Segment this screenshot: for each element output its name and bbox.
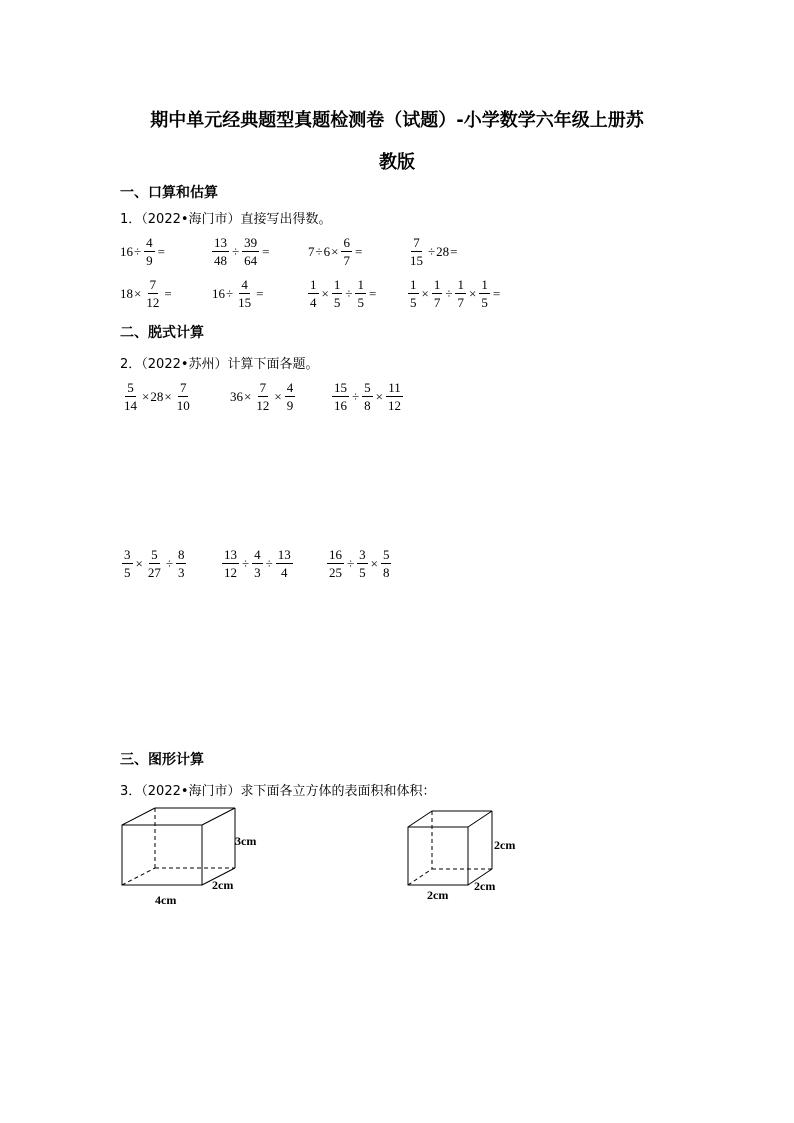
fraction <box>176 548 187 579</box>
integer: 28 <box>150 388 164 404</box>
fraction <box>144 236 155 267</box>
denominator: 5 <box>357 295 364 310</box>
numerator: 5 <box>151 547 158 562</box>
denominator: 7 <box>433 295 441 310</box>
fraction <box>362 381 373 412</box>
numerator: 39 <box>244 235 258 250</box>
numerator: 13 <box>214 235 227 250</box>
denominator: 9 <box>286 398 294 413</box>
integer: 16 <box>212 285 225 301</box>
denominator: 4 <box>310 295 317 310</box>
fraction <box>122 548 133 579</box>
q1-expr-4 <box>406 236 458 267</box>
operator: × <box>375 388 383 404</box>
cuboid-edge <box>122 808 155 825</box>
fraction <box>381 548 392 579</box>
fraction <box>479 278 490 309</box>
q1-expr-7 <box>306 278 377 309</box>
numerator: 1 <box>457 277 464 292</box>
integer: 16 <box>120 243 133 259</box>
q1-expr-1 <box>120 236 166 267</box>
fraction <box>386 381 403 412</box>
q1-expr-5 <box>120 278 173 309</box>
question-3: 3．（2022•海门市）求下面各立方体的表面积和体积： <box>120 784 436 799</box>
cube-length-label: 2cm <box>427 888 449 902</box>
numerator: 3 <box>359 547 366 562</box>
q2-expr-4 <box>120 548 188 579</box>
numerator: 11 <box>388 380 401 395</box>
page-title: 期中单元经典题型真题检测卷（试题）-小学数学六年级上册苏 <box>150 110 644 131</box>
denominator: 15 <box>238 295 252 310</box>
denominator: 12 <box>146 295 160 310</box>
fraction <box>285 381 296 412</box>
denominator: 4 <box>281 565 288 580</box>
operator: × <box>135 555 143 571</box>
denominator: 3 <box>177 565 185 580</box>
integer: 36 <box>230 388 243 404</box>
fraction <box>144 278 161 309</box>
fraction <box>332 278 343 309</box>
denominator: 10 <box>176 398 190 413</box>
equals-sign: = <box>492 285 501 301</box>
operator: × <box>468 285 477 301</box>
operator: × <box>331 243 339 259</box>
fraction <box>236 278 253 309</box>
fraction <box>222 548 239 579</box>
numerator: 1 <box>357 277 364 292</box>
q2-expr-6 <box>325 548 393 579</box>
operator: × <box>370 555 378 571</box>
question-2: 2．（2022•苏州）计算下面各题。 <box>120 357 319 372</box>
cube-depth-label: 2cm <box>474 879 496 893</box>
fraction <box>408 278 419 309</box>
q2-expr-5 <box>220 548 295 579</box>
fraction <box>175 381 192 412</box>
cube-edge <box>408 811 432 827</box>
numerator: 4 <box>146 235 153 250</box>
operator: × <box>244 388 252 404</box>
operator: × <box>421 285 429 301</box>
denominator: 12 <box>387 398 401 413</box>
denominator: 5 <box>124 565 131 580</box>
numerator: 6 <box>343 235 350 250</box>
section-heading-1: 一、口算和估算 <box>120 185 218 201</box>
cuboid-length-label: 4cm <box>155 893 177 907</box>
numerator: 7 <box>179 380 187 395</box>
section-heading-3: 三、图形计算 <box>120 752 204 768</box>
numerator: 15 <box>334 380 347 395</box>
denominator: 12 <box>256 398 270 413</box>
numerator: 16 <box>329 547 342 562</box>
operator: × <box>134 285 142 301</box>
cube-front-face <box>408 827 468 885</box>
operator: ÷ <box>165 555 173 571</box>
fraction <box>146 548 163 579</box>
denominator: 15 <box>410 253 423 268</box>
operator: ÷ <box>315 243 323 259</box>
cuboid-depth-label: 2cm <box>212 878 234 892</box>
operator: ÷ <box>265 555 273 571</box>
equals-sign: = <box>157 243 165 259</box>
denominator: 7 <box>457 295 464 310</box>
equals-sign: = <box>262 243 270 259</box>
denominator: 14 <box>124 398 137 413</box>
integer: 28 <box>436 243 450 259</box>
q1-expr-6 <box>212 278 264 309</box>
operator: ÷ <box>242 555 250 571</box>
fraction <box>357 548 368 579</box>
operator: ÷ <box>226 285 234 301</box>
fraction <box>252 548 263 579</box>
operator: ÷ <box>445 285 453 301</box>
denominator: 9 <box>146 253 153 268</box>
numerator: 1 <box>481 277 488 292</box>
q2-expr-1 <box>120 381 194 412</box>
numerator: 4 <box>241 277 248 292</box>
fraction <box>122 381 139 412</box>
operator: × <box>274 388 282 404</box>
numerator: 1 <box>310 277 317 292</box>
cube-edge <box>468 811 492 827</box>
denominator: 27 <box>147 565 161 580</box>
numerator: 4 <box>254 547 261 562</box>
section-heading-2: 二、脱式计算 <box>120 325 204 341</box>
denominator: 8 <box>364 398 371 413</box>
fraction <box>276 548 293 579</box>
denominator: 5 <box>333 295 341 310</box>
numerator: 1 <box>433 277 441 292</box>
integer: 7 <box>308 243 315 259</box>
integer: 6 <box>323 243 331 259</box>
cuboid-front-face <box>122 825 202 885</box>
numerator: 4 <box>286 380 294 395</box>
operator: × <box>321 285 329 301</box>
denominator: 12 <box>224 565 237 580</box>
cuboid-figure <box>110 805 280 910</box>
numerator: 1 <box>333 277 341 292</box>
denominator: 5 <box>359 565 366 580</box>
denominator: 16 <box>334 398 347 413</box>
denominator: 48 <box>214 253 227 268</box>
equals-sign: = <box>256 285 264 301</box>
numerator: 5 <box>127 380 134 395</box>
denominator: 25 <box>329 565 342 580</box>
fraction <box>254 381 271 412</box>
q2-expr-3 <box>330 381 405 412</box>
denominator: 5 <box>410 295 417 310</box>
denominator: 64 <box>244 253 258 268</box>
numerator: 3 <box>124 547 131 562</box>
operator: × <box>142 388 150 404</box>
operator: ÷ <box>347 555 355 571</box>
question-1: 1．（2022•海门市）直接写出得数。 <box>120 212 332 227</box>
numerator: 5 <box>382 547 390 562</box>
equals-sign: = <box>164 285 172 301</box>
numerator: 8 <box>177 547 185 562</box>
fraction <box>455 278 466 309</box>
numerator: 1 <box>410 277 417 292</box>
equals-sign: = <box>450 243 458 259</box>
operator: ÷ <box>134 243 142 259</box>
q1-expr-8 <box>406 278 501 309</box>
page-title-continued: 教版 <box>379 152 415 173</box>
operator: ÷ <box>232 243 240 259</box>
operator: × <box>164 388 172 404</box>
numerator: 7 <box>149 277 157 292</box>
cube-height-label: 2cm <box>494 838 516 852</box>
numerator: 13 <box>224 547 237 562</box>
cuboid-hidden-edge <box>122 868 155 885</box>
denominator: 7 <box>343 253 350 268</box>
fraction <box>212 236 229 267</box>
numerator: 5 <box>364 380 371 395</box>
fraction <box>308 278 319 309</box>
denominator: 3 <box>254 565 261 580</box>
denominator: 5 <box>481 295 488 310</box>
numerator: 7 <box>259 380 267 395</box>
q1-expr-3 <box>308 236 363 267</box>
fraction <box>408 236 425 267</box>
fraction <box>355 278 366 309</box>
operator: ÷ <box>428 243 436 259</box>
integer: 18 <box>120 285 133 301</box>
operator: ÷ <box>345 285 353 301</box>
fraction <box>242 236 259 267</box>
fraction <box>332 381 349 412</box>
q1-expr-2 <box>210 236 270 267</box>
fraction <box>432 278 443 309</box>
fraction <box>341 236 352 267</box>
numerator: 13 <box>277 547 291 562</box>
q2-expr-2 <box>230 381 297 412</box>
numerator: 7 <box>413 235 420 250</box>
equals-sign: = <box>354 243 363 259</box>
fraction <box>327 548 344 579</box>
cube-hidden-edge <box>408 869 432 885</box>
denominator: 8 <box>382 565 390 580</box>
operator: ÷ <box>352 388 360 404</box>
cuboid-edge <box>202 808 235 825</box>
cuboid-height-label: 3cm <box>235 834 257 848</box>
equals-sign: = <box>368 285 377 301</box>
